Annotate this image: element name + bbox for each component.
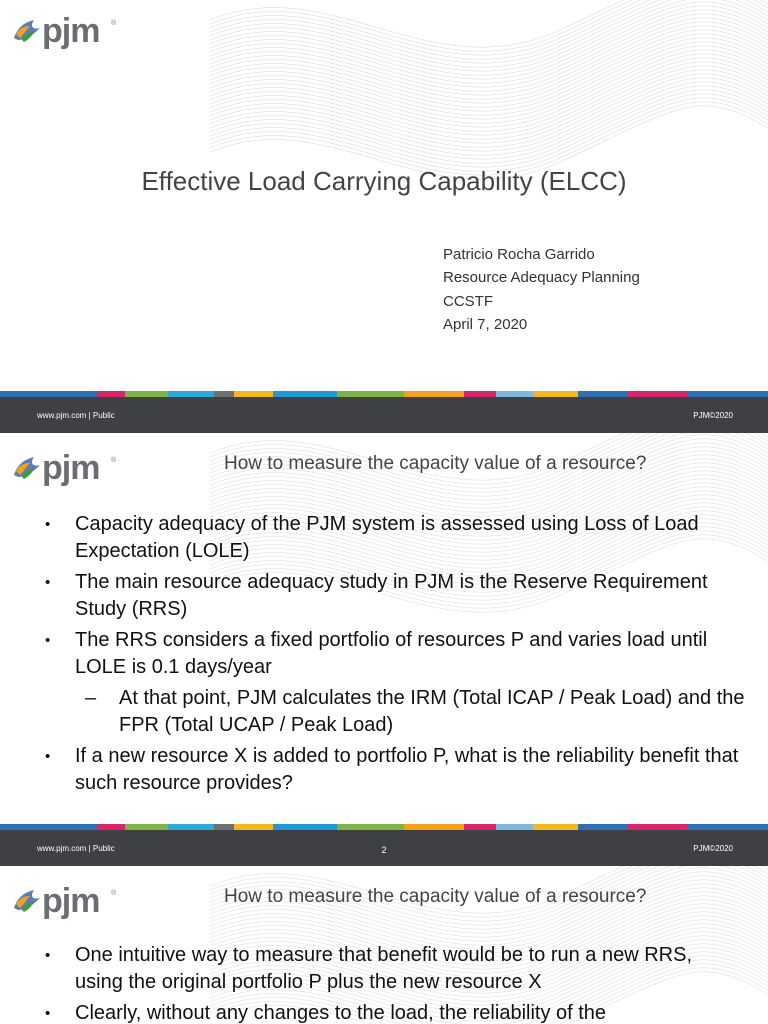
wave-line <box>210 50 768 123</box>
wave-line <box>210 62 768 135</box>
bullet-marker: • <box>45 574 51 591</box>
bullet-text: The RRS considers a fixed portfolio of resources P and varies load until LOLE is 0.1 days/year <box>75 629 708 678</box>
wave-line <box>210 26 768 99</box>
wave-line <box>210 18 768 91</box>
slide-title: Effective Load Carrying Capability (ELCC) <box>141 166 627 196</box>
bullet-text: Capacity adequacy of the PJM system is assessed using Loss of Load Expectation (LOLE) <box>75 513 699 562</box>
wave-line <box>210 78 768 151</box>
bullet-item <box>45 511 745 565</box>
pjm-logo <box>12 12 117 54</box>
wave-line <box>210 66 768 139</box>
wave-line <box>210 0 768 55</box>
wave-line <box>210 22 768 95</box>
bullet-text: If a new resource X is added to portfolio P, what is the reliability benefit that such resource provides? <box>75 745 739 794</box>
title-slide <box>0 0 768 433</box>
wave-line <box>210 0 768 71</box>
wave-line <box>210 439 768 512</box>
wave-line <box>210 86 768 159</box>
wave-line <box>210 74 768 147</box>
footer-website: www.pjm.com | Public <box>37 844 115 853</box>
bullet-item <box>45 743 745 797</box>
registered-mark: ® <box>111 457 117 464</box>
bullet-marker: • <box>45 1005 51 1022</box>
background-wave-lines <box>0 0 768 433</box>
presenter-info <box>443 243 640 336</box>
slide-heading: How to measure the capacity value of a resource? <box>224 886 647 907</box>
bullet-list <box>45 942 745 1024</box>
wave-line <box>210 42 768 115</box>
bullet-item <box>45 1000 745 1024</box>
wave-line <box>210 0 768 51</box>
presenter-name: Patricio Rocha Garrido <box>443 246 595 263</box>
page-number: 2 <box>381 845 387 855</box>
sub-bullet-marker: – <box>85 687 97 709</box>
pjm-bird-icon <box>12 888 42 914</box>
pjm-bird-icon <box>12 455 42 481</box>
wave-line <box>210 14 768 87</box>
wave-line <box>210 70 768 143</box>
bullet-text: One intuitive way to measure that benefit would be to run a new RRS, using the original portfolio P plus the new resource X <box>75 944 693 993</box>
bullet-text: Clearly, without any changes to the load, the reliability of the <box>75 1002 607 1024</box>
slide-footer <box>0 830 768 866</box>
presenter-department: Resource Adequacy Planning <box>443 269 640 287</box>
pjm-wordmark: pjm <box>42 12 100 50</box>
wave-line <box>210 6 768 79</box>
wave-line <box>210 10 768 83</box>
bullet-item <box>45 627 745 739</box>
registered-mark: ® <box>111 890 117 897</box>
wave-line <box>210 102 768 175</box>
wave-line <box>210 0 768 63</box>
sub-bullet-list <box>75 685 745 739</box>
pjm-logo <box>12 449 117 491</box>
presenter-committee: CCSTF <box>443 292 493 310</box>
pjm-logo <box>12 882 117 924</box>
wave-line <box>210 54 768 127</box>
bullet-text: The main resource adequacy study in PJM is the Reserve Requirement Study (RRS) <box>75 571 708 620</box>
bullet-marker: • <box>45 748 51 765</box>
wave-line <box>210 94 768 167</box>
slide-heading: How to measure the capacity value of a resource? <box>224 453 647 474</box>
pjm-wordmark: pjm <box>42 449 100 487</box>
wave-line <box>210 0 768 47</box>
bullet-marker: • <box>45 516 51 533</box>
footer-copyright: PJM©2020 <box>693 844 733 853</box>
content-slide-2 <box>0 433 768 866</box>
bullet-item <box>45 942 745 996</box>
wave-line <box>210 0 768 59</box>
wave-line <box>210 82 768 155</box>
wave-line <box>210 58 768 131</box>
footer-copyright: PJM©2020 <box>693 411 733 420</box>
wave-line <box>210 34 768 107</box>
wave-line <box>210 38 768 111</box>
footer-website: www.pjm.com | Public <box>37 411 115 420</box>
presentation-date: April 7, 2020 <box>443 315 528 333</box>
wave-line <box>210 872 768 945</box>
pjm-wordmark: pjm <box>42 882 100 920</box>
bullet-marker: • <box>45 947 51 964</box>
sub-bullet-item <box>85 685 745 739</box>
wave-line <box>210 98 768 171</box>
wave-line <box>210 90 768 163</box>
bullet-marker: • <box>45 632 51 649</box>
wave-line <box>210 2 768 75</box>
pjm-bird-icon <box>12 18 42 44</box>
bullet-item <box>45 569 745 623</box>
sub-bullet-text: At that point, PJM calculates the IRM (Total ICAP / Peak Load) and the FPR (Total UCAP / Peak Load) <box>119 687 745 736</box>
content-slide-3 <box>0 866 768 1024</box>
wave-line <box>210 0 768 67</box>
registered-mark: ® <box>111 20 117 27</box>
bullet-list <box>45 511 745 801</box>
wave-line <box>210 30 768 103</box>
wave-line <box>210 46 768 119</box>
slide-footer <box>0 397 768 433</box>
